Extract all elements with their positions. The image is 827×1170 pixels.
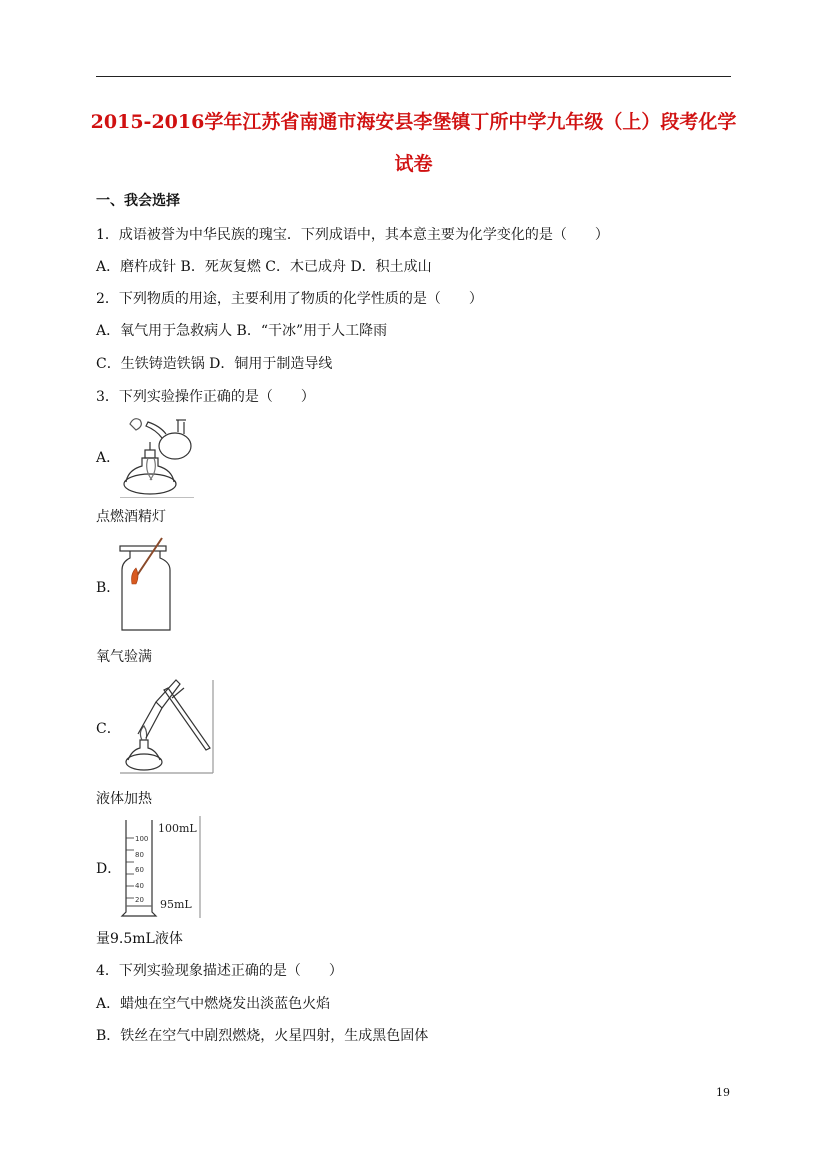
lighting-alcohol-lamp-figure	[118, 414, 194, 498]
q3-option-a-letter: A．	[96, 450, 121, 466]
section-heading: 一、我会选择	[96, 193, 180, 209]
header-rule	[96, 76, 731, 77]
cylinder-label-95ml: 95mL	[160, 898, 192, 911]
q3-option-c-letter: C．	[96, 721, 121, 737]
cylinder-tick-label: 100	[135, 835, 149, 843]
cylinder-tick-label: 40	[135, 882, 144, 890]
question-4: 4．下列实验现象描述正确的是（ ）	[96, 963, 343, 979]
cylinder-label-100ml: 100mL	[158, 822, 197, 835]
question-2-options-ab: A．氧气用于急救病人 B．“干冰”用于人工降雨	[96, 323, 388, 339]
question-3: 3．下列实验操作正确的是（ ）	[96, 389, 315, 405]
question-2: 2．下列物质的用途，主要利用了物质的化学性质的是（ ）	[96, 291, 483, 307]
page-title-line-2: 试卷	[394, 153, 433, 175]
page-title-line-1: 2015-2016学年江苏省南通市海安县李堡镇丁所中学九年级（上）段考化学	[90, 111, 737, 133]
q3-option-d-letter: D．	[96, 861, 122, 877]
heating-liquid-figure	[118, 678, 214, 774]
q3-option-b-letter: B．	[96, 580, 121, 596]
cylinder-tick-label: 60	[135, 866, 144, 874]
question-4-option-b: B．铁丝在空气中剧烈燃烧，火星四射，生成黑色固体	[96, 1028, 429, 1044]
q3-option-c-caption: 液体加热	[96, 791, 152, 807]
q3-option-d-caption: 量9.5mL液体	[96, 931, 183, 947]
q3-option-a-caption: 点燃酒精灯	[96, 509, 166, 525]
q3-option-b-caption: 氧气验满	[96, 649, 152, 665]
question-1-options: A．磨杵成针 B．死灰复燃 C．木已成舟 D．积土成山	[96, 259, 432, 275]
cylinder-tick-label: 80	[135, 851, 144, 859]
oxygen-bottle-figure	[118, 536, 178, 636]
page-number: 19	[716, 1086, 730, 1099]
question-2-options-cd: C．生铁铸造铁锅 D．铜用于制造导线	[96, 356, 333, 372]
graduated-cylinder-figure	[118, 814, 214, 920]
question-1: 1．成语被誉为中华民族的瑰宝．下列成语中，其本意主要为化学变化的是（ ）	[96, 227, 609, 243]
question-4-option-a: A．蜡烛在空气中燃烧发出淡蓝色火焰	[96, 996, 331, 1012]
cylinder-tick-label: 20	[135, 896, 144, 904]
